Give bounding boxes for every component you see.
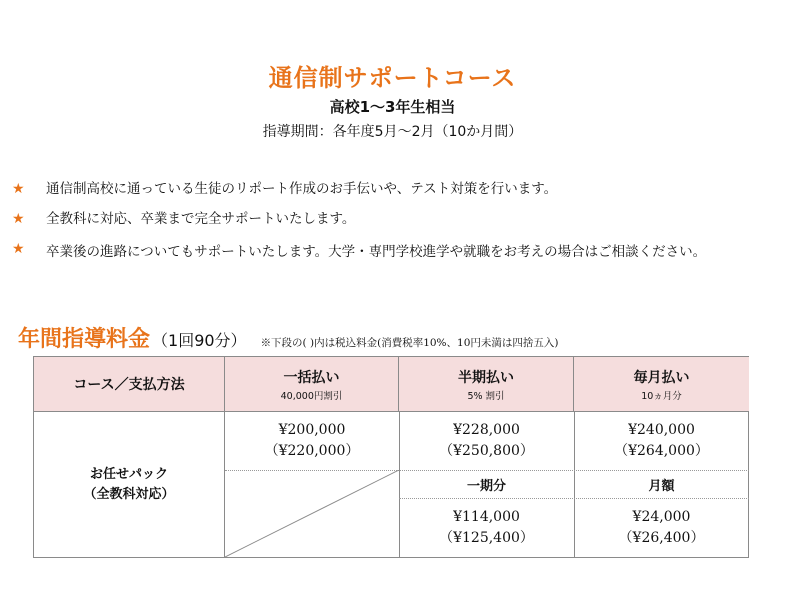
price-with-tax: （¥264,000） xyxy=(614,443,709,459)
header-lump-sum xyxy=(225,357,399,412)
list-item xyxy=(12,234,772,270)
period-text: 指導期間：各年度5月～2月（10か月間） xyxy=(262,124,523,140)
price: ¥200,000 xyxy=(278,422,346,438)
price: ¥240,000 xyxy=(628,422,695,438)
header-sublabel: 40,000円割引 xyxy=(280,390,343,402)
list-item xyxy=(12,174,772,204)
fee-unit: （1回90分） xyxy=(152,331,247,350)
header-label: コース／支払方法 xyxy=(73,377,185,393)
price-with-tax: （¥220,000） xyxy=(264,443,360,459)
page-title: 通信制サポートコース xyxy=(268,64,517,92)
half-year-label-cell xyxy=(399,470,574,498)
star-icon: ★ xyxy=(12,181,25,197)
header-sublabel: 10ヵ月分 xyxy=(641,390,682,402)
list-item-text: 全教科に対応、卒業まで完全サポートいたします。 xyxy=(46,211,356,227)
fee-note: ※下段の( )内は税込料金(消費税率10%、10円未満は四捨五入) xyxy=(260,337,559,349)
lump-sum-price-cell xyxy=(225,412,399,470)
price-with-tax: （¥125,400） xyxy=(439,529,534,546)
monthly-installment-cell xyxy=(574,498,749,557)
monthly-price-cell xyxy=(574,412,749,470)
course-cell xyxy=(34,412,225,557)
price-with-tax: （¥250,800） xyxy=(439,443,534,459)
fee-heading xyxy=(18,322,558,353)
empty-cell-diagonal xyxy=(225,470,399,557)
header-half-year xyxy=(399,357,574,412)
list-item xyxy=(12,204,772,234)
star-icon: ★ xyxy=(12,211,25,227)
page-subtitle: 高校1～3年生相当 xyxy=(329,98,456,116)
header-monthly xyxy=(574,357,749,412)
price: ¥228,000 xyxy=(453,422,520,438)
price: ¥24,000 xyxy=(632,508,691,525)
half-year-price-cell xyxy=(399,412,574,470)
fee-title: 年間指導料金 xyxy=(18,327,151,352)
price: ¥114,000 xyxy=(453,508,520,525)
header-sublabel: 5% 割引 xyxy=(467,390,505,402)
list-item-text: 通信制高校に通っている生徒のリポート作成のお手伝いや、テスト対策を行います。 xyxy=(46,181,558,197)
monthly-label-cell xyxy=(574,470,749,498)
fee-table xyxy=(33,356,749,558)
installment-label: 一期分 xyxy=(466,478,506,494)
course-scope: （全教科対応） xyxy=(83,486,175,502)
course-name: お任せパック xyxy=(89,466,168,482)
star-icon: ★ xyxy=(12,241,25,257)
price-with-tax: （¥26,400） xyxy=(618,529,705,546)
feature-list xyxy=(12,174,772,270)
header-course xyxy=(34,357,225,412)
header-label: 半期払い xyxy=(458,369,514,386)
half-year-installment-cell xyxy=(399,498,574,557)
header-label: 一括払い xyxy=(283,369,340,386)
header-label: 毎月払い xyxy=(633,369,690,386)
list-item-text: 卒業後の進路についてもサポートいたします。大学・専門学校進学や就職をお考えの場合はご相談ください。 xyxy=(46,244,707,260)
installment-label: 月額 xyxy=(648,478,675,494)
